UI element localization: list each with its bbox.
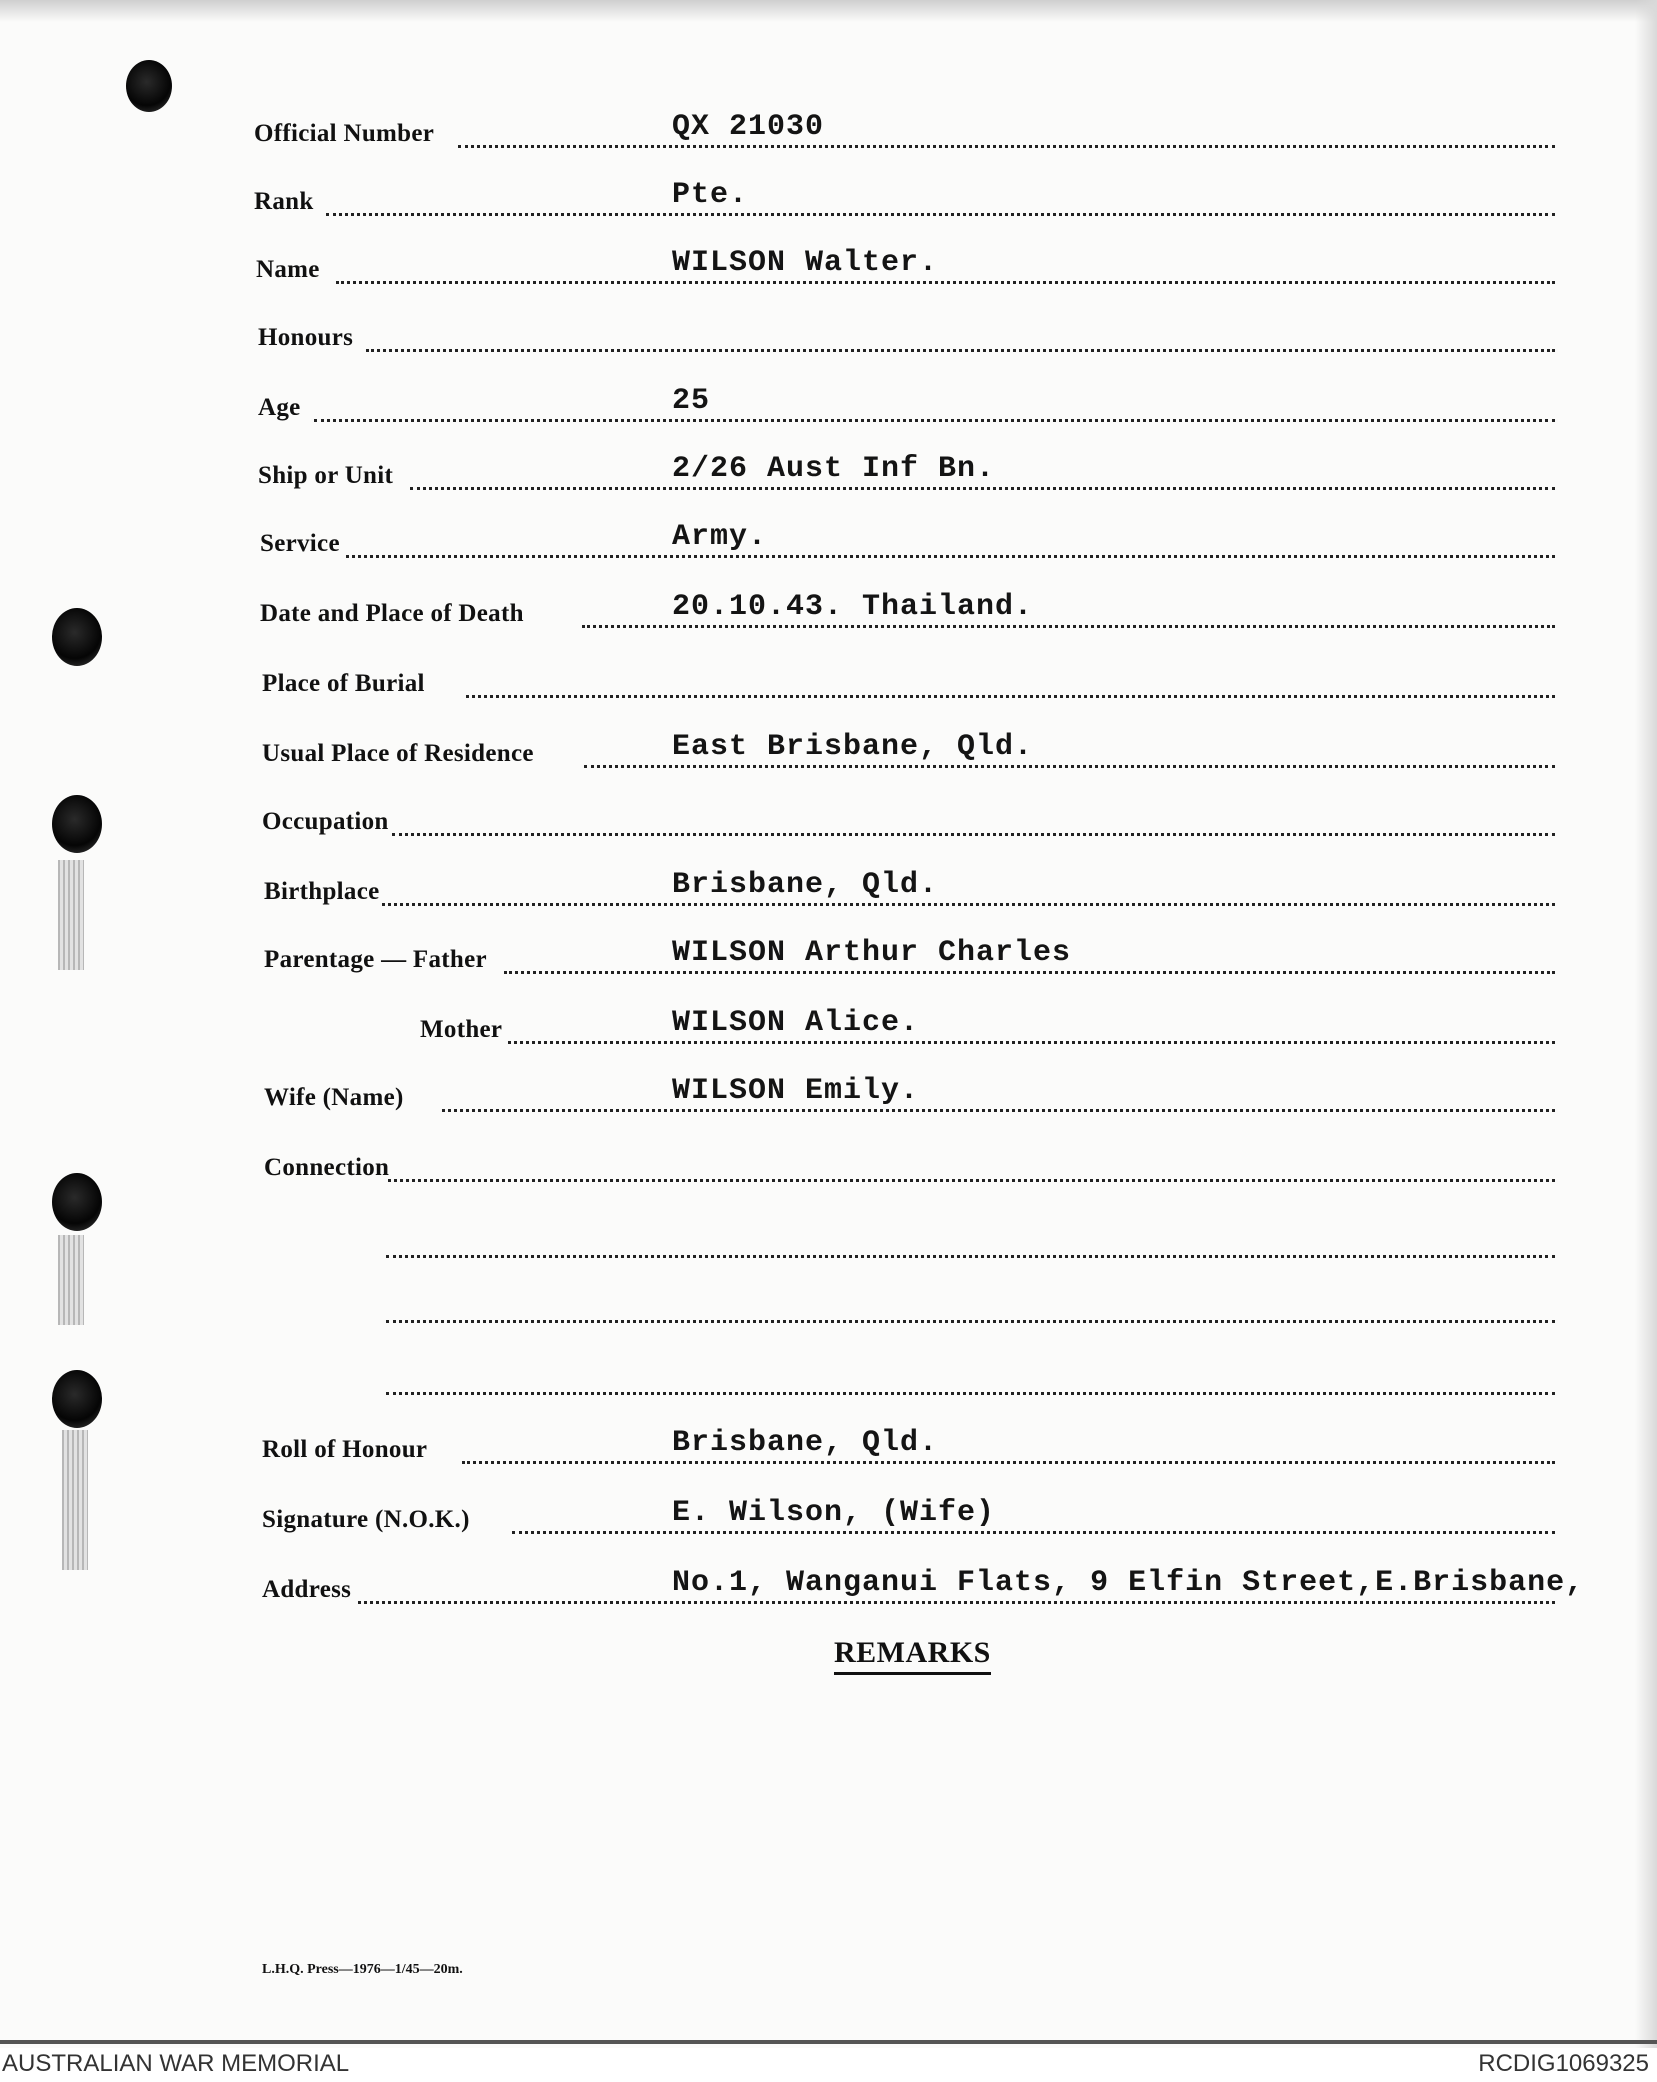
field-label: Wife (Name) <box>264 1084 404 1111</box>
punch-hole <box>126 60 172 112</box>
field-value: 20.10.43. Thailand. <box>672 590 1034 624</box>
field-label: Signature (N.O.K.) <box>262 1506 470 1533</box>
field-value: Brisbane, Qld. <box>672 1426 939 1460</box>
dotted-line <box>410 487 1555 490</box>
field-label: Place of Burial <box>262 670 425 697</box>
dotted-line <box>358 1601 1555 1604</box>
dotted-line <box>442 1109 1555 1112</box>
field-value: No.1, Wanganui Flats, 9 Elfin Street,E.Brisbane, <box>672 1566 1585 1600</box>
field-father <box>0 936 1657 984</box>
field-service <box>0 520 1657 568</box>
field-label: Name <box>256 256 320 283</box>
field-honours <box>0 318 1657 362</box>
field-label: Date and Place of Death <box>260 600 524 627</box>
field-label: Usual Place of Residence <box>262 740 534 767</box>
field-rank <box>0 178 1657 226</box>
remarks-heading: REMARKS <box>834 1636 991 1675</box>
field-connection <box>0 1148 1657 1192</box>
footer-record-id: RCDIG1069325 <box>1478 2050 1649 2077</box>
printer-mark: L.H.Q. Press—1976—1/45—20m. <box>262 1962 463 1977</box>
field-label: Age <box>258 394 301 421</box>
field-label: Roll of Honour <box>262 1436 428 1463</box>
field-value: Army. <box>672 520 768 554</box>
field-label: Occupation <box>262 808 389 835</box>
dotted-line <box>584 765 1555 768</box>
punch-hole <box>52 1370 102 1428</box>
field-value: QX 21030 <box>672 110 825 144</box>
connection-extra-line <box>386 1392 1555 1395</box>
field-label: Mother <box>420 1016 503 1043</box>
dotted-line <box>326 213 1555 216</box>
dotted-line <box>582 625 1555 628</box>
field-birthplace <box>0 868 1657 916</box>
field-label: Ship or Unit <box>258 462 394 489</box>
dotted-line <box>366 349 1555 352</box>
field-label: Rank <box>254 188 314 215</box>
field-signature <box>0 1496 1657 1544</box>
field-age <box>0 384 1657 432</box>
dotted-line <box>314 419 1555 422</box>
field-label: Official Number <box>254 120 435 147</box>
connection-extra-line <box>386 1255 1555 1258</box>
binder-streak <box>58 1235 84 1325</box>
dotted-line <box>458 145 1555 148</box>
field-label: Birthplace <box>264 878 380 905</box>
field-label: Service <box>260 530 340 557</box>
field-address <box>0 1566 1657 1614</box>
field-mother <box>0 1006 1657 1054</box>
scan-bottom-edge <box>0 2040 1657 2044</box>
field-value: WILSON Arthur Charles <box>672 936 1072 970</box>
field-place-of-burial <box>0 664 1657 708</box>
dotted-line <box>512 1531 1555 1534</box>
field-value: Pte. <box>672 178 749 212</box>
field-date-place-of-death <box>0 590 1657 638</box>
dotted-line <box>382 903 1555 906</box>
field-value: East Brisbane, Qld. <box>672 730 1034 764</box>
footer-archive-name: AUSTRALIAN WAR MEMORIAL <box>2 2050 350 2077</box>
field-value: WILSON Walter. <box>672 246 939 280</box>
connection-extra-line <box>386 1320 1555 1323</box>
field-value: WILSON Emily. <box>672 1074 920 1108</box>
field-roll-of-honour <box>0 1426 1657 1474</box>
field-value: 25 <box>672 384 711 418</box>
field-ship-or-unit <box>0 452 1657 500</box>
field-label: Address <box>262 1576 352 1603</box>
field-wife <box>0 1074 1657 1122</box>
dotted-line <box>504 971 1555 974</box>
dotted-line <box>388 1179 1555 1182</box>
field-occupation <box>0 802 1657 846</box>
dotted-line <box>466 695 1555 698</box>
dotted-line <box>392 833 1555 836</box>
dotted-line <box>462 1461 1555 1464</box>
dotted-line <box>508 1041 1555 1044</box>
dotted-line <box>336 281 1555 284</box>
field-official-number <box>0 110 1657 158</box>
field-usual-residence <box>0 730 1657 778</box>
field-label: Honours <box>258 324 354 351</box>
field-value: WILSON Alice. <box>672 1006 920 1040</box>
field-value: Brisbane, Qld. <box>672 868 939 902</box>
field-label: Connection <box>264 1154 390 1181</box>
field-label: Parentage — Father <box>264 946 487 973</box>
field-value: E. Wilson, (Wife) <box>672 1496 996 1530</box>
dotted-line <box>346 555 1555 558</box>
field-name <box>0 246 1657 294</box>
field-value: 2/26 Aust Inf Bn. <box>672 452 996 486</box>
